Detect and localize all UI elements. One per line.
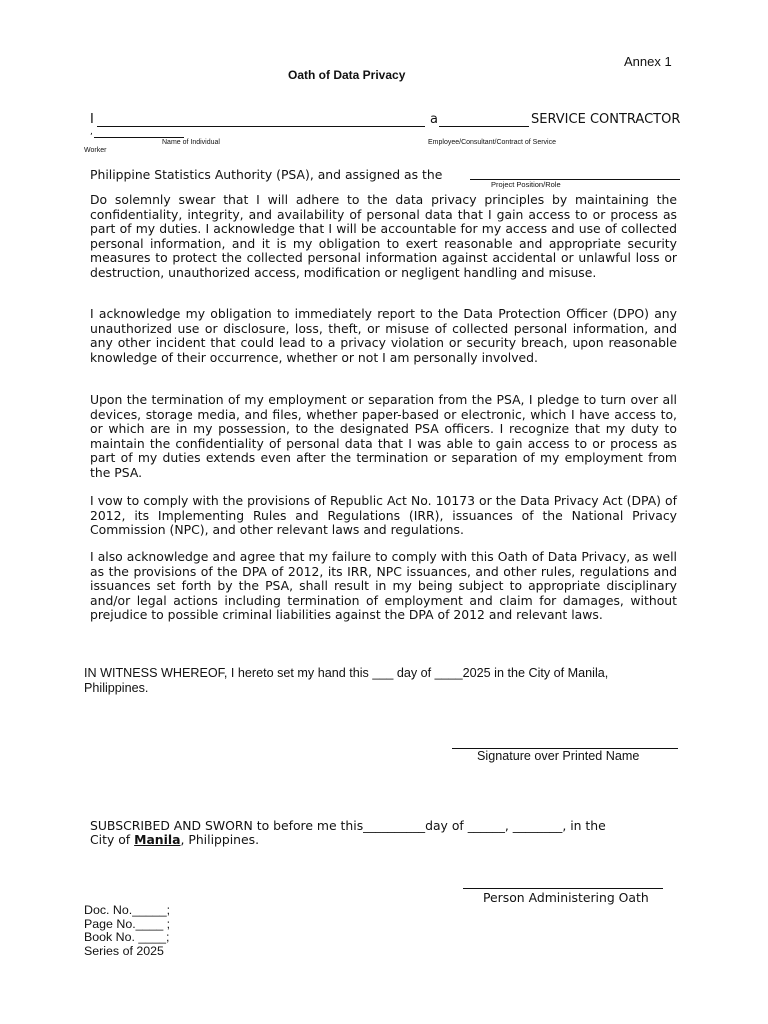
administering-line [463, 888, 663, 889]
annex-label: Annex 1 [624, 54, 672, 69]
administering-label: Person Administering Oath [483, 890, 649, 905]
book-no: Book No. ____; [84, 930, 170, 944]
signature-label: Signature over Printed Name [477, 749, 640, 763]
label-employee-type: Employee/Consultant/Contract of Service [428, 139, 557, 146]
psa-line-text: Philippine Statistics Authority (PSA), and assigned as the [90, 167, 443, 182]
sworn-line-1: SUBSCRIBED AND SWORN to before me this__________day of ______, ________, in the [90, 818, 606, 833]
oath-paragraph-2: I acknowledge my obligation to immediately report to the Data Protection Officer (DPO) any unauthorized use or disclosure, loss, theft, or misuse of collected personal information, and any other incident that could lead to a privacy violation or security breach, upon reasonable knowledge of their occurrence, whether or not I am personally involved. [90, 306, 677, 365]
doc-no: Doc. No._____; [84, 903, 171, 917]
label-worker: Worker [84, 147, 107, 154]
page-no: Page No.____ ; [84, 916, 171, 931]
sworn-line-2 [90, 832, 259, 847]
witness-line-1: IN WITNESS WHEREOF, I hereto set my hand this ___ day of ____2025 in the City of Manila, [84, 666, 609, 680]
city-suffix: , Philippines. [180, 832, 260, 847]
oath-paragraph-1: Do solemnly swear that I will adhere to the data privacy principles by maintaining the confidentiality, integrity, and availability of personal data that I gain access to or process as part of my duties. I acknowledge that I will be accountable for my access and use of collected personal information, and it is my obligation to exert reasonable and appropriate security measures to protect the collected personal information against accidental or unlawful loss or destruction, unauthorized access, modification or negligent handling and misuse. [90, 192, 677, 280]
identity-prefix: I [90, 112, 94, 127]
oath-paragraph-4: I vow to comply with the provisions of Republic Act No. 10173 or the Data Privacy Act (DPA) of 2012, its Implementing Rules and Regulations (IRR), issuances of the National Privacy Commission (NPC), and other relevant laws and regulations. [90, 493, 677, 538]
label-project-position: Project Position/Role [491, 180, 561, 189]
name-blank-line [97, 126, 425, 127]
city-prefix: City of [90, 832, 135, 847]
oath-paragraph-5: I also acknowledge and agree that my failure to comply with this Oath of Data Privacy, as well as the provisions of the DPA of 2012, its IRR, NPC issuances, and other rules, regulations and issuances set forth by the PSA, shall result in my being subject to appropriate disciplinary and/or legal actions including termination of employment and claim for damages, without prejudice to possible criminal liabilities against the DPA of 2012 and relevant laws. [90, 549, 677, 623]
article-a: a [430, 112, 438, 127]
name-sub-line [94, 137, 184, 138]
service-contractor-text: SERVICE CONTRACTOR [531, 112, 681, 127]
city-manila: Manila [134, 832, 181, 847]
document-title: Oath of Data Privacy [288, 68, 406, 82]
oath-paragraph-3: Upon the termination of my employment or separation from the PSA, I pledge to turn over all devices, storage media, and files, whether paper-based or electronic, which I have access to, or which are in my possession, to the designated PSA officers. I recognize that my duty to maintain the confidentiality of personal data that I was able to gain access to or process as part of my duties extends even after the termination or separation of my employment from the PSA. [90, 392, 677, 480]
series: Series of 2025 [84, 943, 164, 958]
identity-comma: , [90, 127, 93, 137]
witness-line-2: Philippines. [84, 681, 149, 695]
employee-type-blank-line [439, 126, 529, 127]
label-name-of-individual: Name of Individual [162, 139, 220, 146]
notary-block [84, 904, 170, 958]
